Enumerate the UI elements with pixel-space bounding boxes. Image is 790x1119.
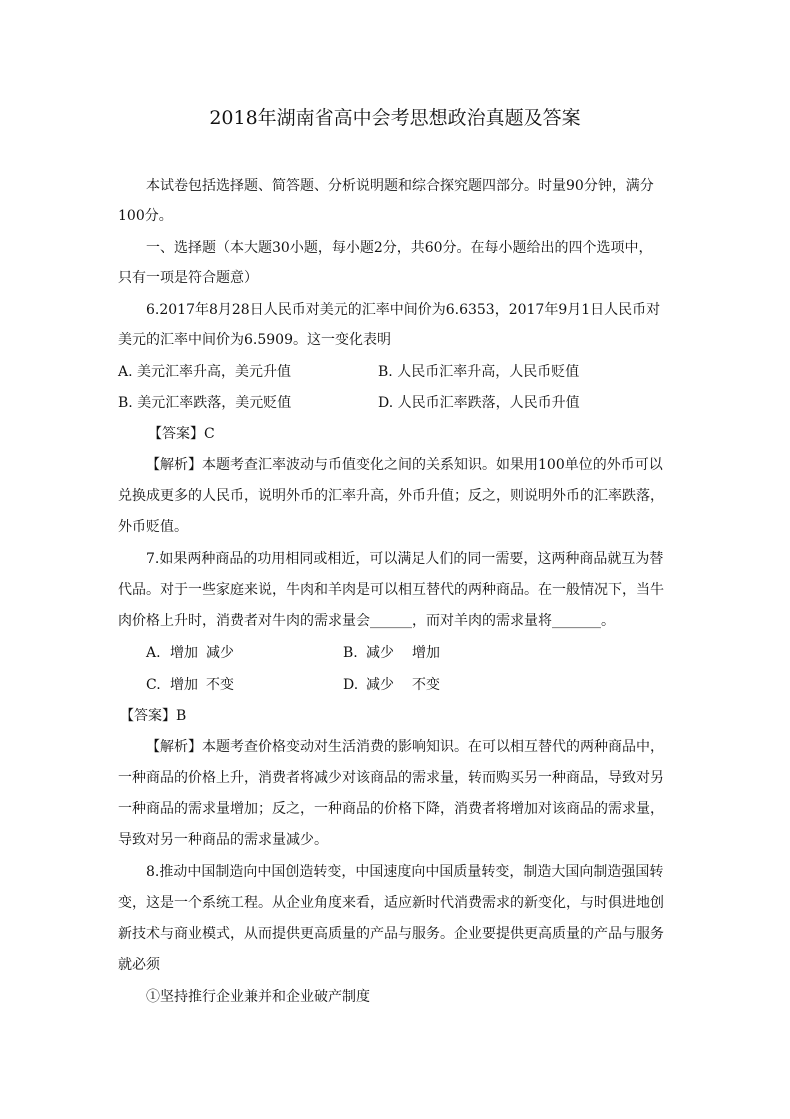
q8-stem: 8.推动中国制造向中国创造转变，中国速度向中国质量转变，制造大国向制造强国转 xyxy=(146,864,664,880)
q6-analysis: 外币贬值。 xyxy=(118,519,188,535)
option-word: 减少 xyxy=(206,645,234,661)
q6-stem: 6.2017年8月28日人民币对美元的汇率中间价为6.6353，2017年9月1日人民币对 xyxy=(146,302,661,318)
q7-stem: 7.如果两种商品的功用相同或相近，可以满足人们的同一需要，这两种商品就互为替 xyxy=(146,551,664,567)
q6-analysis: 【解析】本题考查汇率波动与币值变化之间的关系知识。如果用100单位的外币可以 xyxy=(146,457,663,473)
q6-option-d: D. 人民币汇率跌落，人民币升值 xyxy=(378,395,580,411)
intro-line: 100分。 xyxy=(118,208,173,224)
q7-analysis: 【解析】本题考查价格变动对生活消费的影响知识。在可以相互替代的两种商品中， xyxy=(146,739,664,755)
option-word: 增加 xyxy=(412,645,440,661)
q8-stem: 新技术与商业模式，从而提供更高质量的产品与服务。企业要提供更高质量的产品与服务 xyxy=(118,926,664,942)
q6-answer: 【答案】C xyxy=(148,426,215,442)
section-heading: 只有一项是符合题意） xyxy=(118,270,258,286)
page-title: 2018年湖南省高中会考思想政治真题及答案 xyxy=(209,107,581,129)
option-letter: C. xyxy=(146,677,161,693)
option-word: 不变 xyxy=(206,677,234,693)
option-letter: B. xyxy=(343,645,358,661)
q8-stem: 就必须 xyxy=(118,957,160,973)
option-word: 增加 xyxy=(170,677,198,693)
q6-analysis: 兑换成更多的人民币，说明外币的汇率升高，外币升值；反之，则说明外币的汇率跌落， xyxy=(118,488,664,504)
section-heading: 一、选择题（本大题30小题，每小题2分，共60分。在每小题给出的四个选项中， xyxy=(146,240,653,256)
q7-stem: 肉价格上升时，消费者对牛肉的需求量会______，而对羊肉的需求量将_______。 xyxy=(118,613,615,629)
q6-option-a: A. 美元汇率升高，美元升值 xyxy=(118,364,292,380)
intro-line: 本试卷包括选择题、简答题、分析说明题和综合探究题四部分。时量90分钟，满分 xyxy=(146,178,654,194)
q7-analysis: 一种商品的需求量增加；反之，一种商品的价格下降，消费者将增加对该商品的需求量， xyxy=(118,801,664,817)
q8-stem: 变，这是一个系统工程。从企业角度来看，适应新时代消费需求的新变化，与时俱进地创 xyxy=(118,895,664,911)
q7-analysis: 一种商品的价格上升，消费者将减少对该商品的需求量，转而购买另一种商品，导致对另 xyxy=(118,770,664,786)
option-word: 不变 xyxy=(412,677,440,693)
option-letter: A. xyxy=(146,645,161,661)
q7-analysis: 导致对另一种商品的需求量减少。 xyxy=(118,832,328,848)
q8-item-1: ①坚持推行企业兼并和企业破产制度 xyxy=(146,989,370,1005)
q7-answer: 【答案】B xyxy=(120,708,187,724)
q6-stem: 美元的汇率中间价为6.5909。这一变化表明 xyxy=(118,332,391,348)
q7-stem: 代品。对于一些家庭来说，牛肉和羊肉是可以相互替代的两种商品。在一般情况下，当牛 xyxy=(118,582,664,598)
option-word: 减少 xyxy=(366,677,394,693)
option-letter: D. xyxy=(343,677,359,693)
option-word: 增加 xyxy=(170,645,198,661)
q6-option-b: B. 人民币汇率升高，人民币贬值 xyxy=(378,364,580,380)
option-word: 减少 xyxy=(366,645,394,661)
q6-option-c: B. 美元汇率跌落，美元贬值 xyxy=(118,395,292,411)
